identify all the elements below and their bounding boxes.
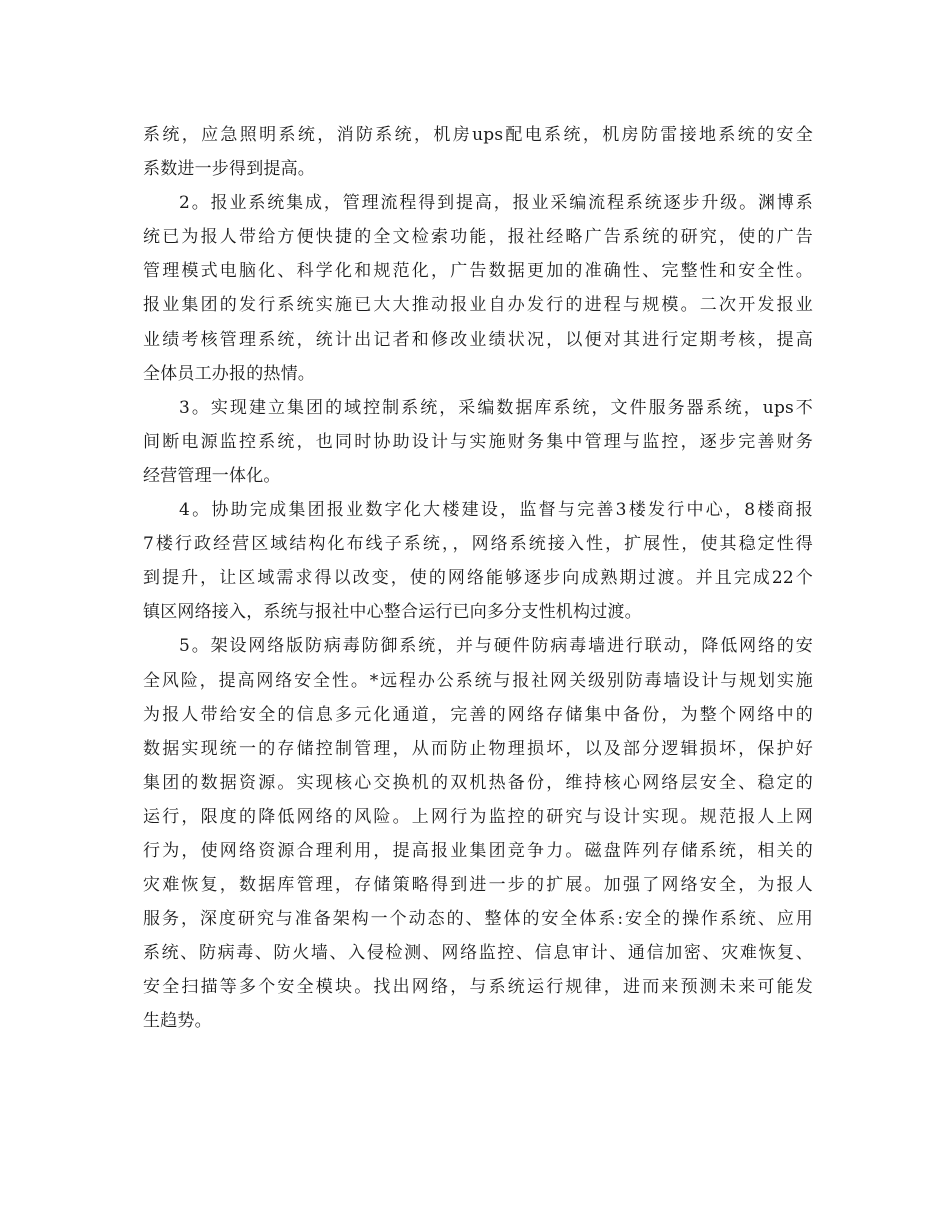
text-line: 灾难恢复，数据库管理，存储策略得到进一步的扩展。加强了网络安全，为报人 bbox=[143, 875, 813, 896]
text-line: 安全扫描等多个安全模块。找出网络，与系统运行规律，进而来预测未来可能发 bbox=[143, 977, 813, 998]
document-body bbox=[143, 118, 813, 1039]
paragraph bbox=[143, 391, 813, 493]
paragraph bbox=[143, 186, 813, 391]
text-line: 间断电源监控系统，也同时协助设计与实施财务集中管理与监控，逐步完善财务 bbox=[143, 431, 813, 452]
text-line: 业绩考核管理系统，统计出记者和修改业绩状况，以便对其进行定期考核，提高 bbox=[143, 329, 813, 350]
text-line: 全体员工办报的热情。 bbox=[143, 363, 315, 384]
text-line: 数据实现统一的存储控制管理，从而防止物理损坏，以及部分逻辑损坏，保护好 bbox=[143, 738, 813, 759]
text-line: 到提升，让区域需求得以改变，使的网络能够逐步向成熟期过渡。并且完成22个 bbox=[143, 568, 813, 589]
paragraph bbox=[143, 493, 813, 629]
text-line: 系数进一步得到提高。 bbox=[143, 159, 315, 180]
paragraph bbox=[143, 118, 813, 186]
text-line: 系统，应急照明系统，消防系统，机房ups配电系统，机房防雷接地系统的安全 bbox=[143, 125, 813, 145]
text-line: 集团的数据资源。实现核心交换机的双机热备份，维持核心网络层安全、稳定的 bbox=[143, 772, 813, 793]
text-line: 镇区网络接入，系统与报社中心整合运行已向多分支性机构过渡。 bbox=[143, 602, 642, 623]
text-line: 5。架设网络版防病毒防御系统，并与硬件防病毒墙进行联动，降低网络的安 bbox=[179, 636, 813, 657]
text-line: 运行，限度的降低网络的风险。上网行为监控的研究与设计实现。规范报人上网 bbox=[143, 806, 813, 827]
text-line: 系统、防病毒、防火墙、入侵检测、网络监控、信息审计、通信加密、灾难恢复、 bbox=[143, 943, 813, 964]
text-line: 3。实现建立集团的域控制系统，采编数据库系统，文件服务器系统，ups不 bbox=[179, 397, 813, 418]
text-line: 全风险，提高网络安全性。*远程办公系统与报社网关级别防毒墙设计与规划实施 bbox=[143, 670, 813, 691]
text-line: 经营管理一体化。 bbox=[143, 465, 281, 486]
text-line: 4。协助完成集团报业数字化大楼建设，监督与完善3楼发行中心，8楼商报 bbox=[179, 500, 813, 521]
text-line: 生趋势。 bbox=[143, 1011, 212, 1032]
text-line: 7楼行政经营区域结构化布线子系统，，网络系统接入性，扩展性，使其稳定性得 bbox=[143, 534, 813, 555]
text-line: 行为，使网络资源合理利用，提高报业集团竞争力。磁盘阵列存储系统，相关的 bbox=[143, 840, 813, 861]
text-line: 统已为报人带给方便快捷的全文检索功能，报社经略广告系统的研究，使的广告 bbox=[143, 227, 813, 248]
text-line: 服务，深度研究与准备架构一个动态的、整体的安全体系:安全的操作系统、应用 bbox=[143, 909, 813, 930]
text-line: 报业集团的发行系统实施已大大推动报业自办发行的进程与规模。二次开发报业 bbox=[143, 295, 813, 316]
text-line: 管理模式电脑化、科学化和规范化，广告数据更加的准确性、完整性和安全性。 bbox=[143, 261, 813, 282]
text-line: 2。报业系统集成，管理流程得到提高，报业采编流程系统逐步升级。渊博系 bbox=[179, 193, 813, 214]
paragraph bbox=[143, 629, 813, 1038]
text-line: 为报人带给安全的信息多元化通道，完善的网络存储集中备份，为整个网络中的 bbox=[143, 704, 813, 725]
